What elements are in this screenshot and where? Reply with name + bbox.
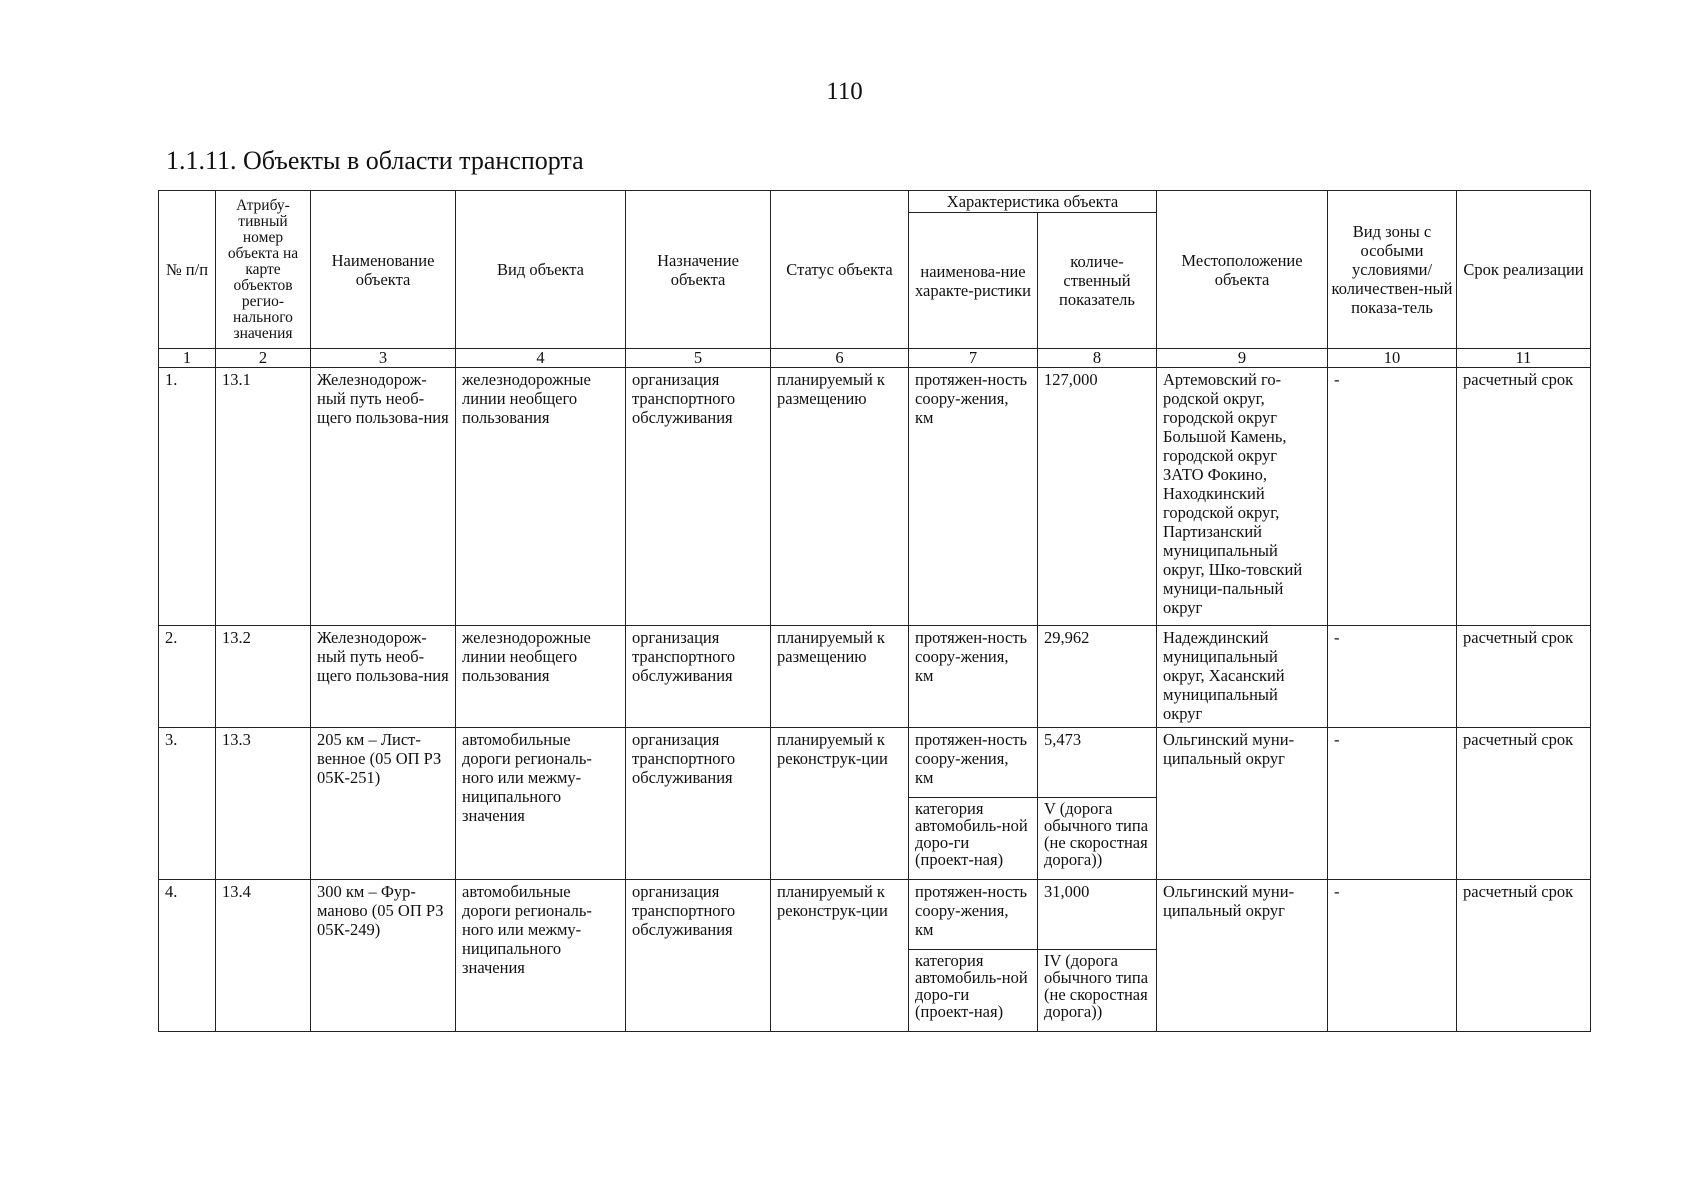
header-characteristic-group: Характеристика объекта	[909, 191, 1157, 213]
row-num: 2.	[159, 626, 216, 728]
row-status: планируемый к размещению	[771, 626, 909, 728]
row-name: Железнодорож-ный путь необ-щего пользова-ния	[311, 626, 456, 728]
row-name: 205 км – Лист-венное (05 ОП РЗ 05К-251)	[311, 728, 456, 880]
row-deadline: расчетный срок	[1457, 368, 1591, 626]
row-char-value-cell	[1038, 728, 1157, 880]
row-char1-name: протяжен-ность соору-жения, км	[909, 728, 1037, 798]
column-number: 6	[771, 349, 909, 368]
column-number: 8	[1038, 349, 1157, 368]
column-number: 2	[216, 349, 311, 368]
row-char2-value: V (дорога обычного типа (не скоростная дорога))	[1044, 799, 1149, 869]
row-num: 4.	[159, 880, 216, 1032]
row-char-name-cell	[909, 728, 1038, 880]
column-number: 5	[626, 349, 771, 368]
row-purpose: организация транспортного обслуживания	[626, 368, 771, 626]
row-char-name: протяжен-ность соору-жения, км	[909, 626, 1038, 728]
header-type: Вид объекта	[456, 191, 626, 349]
row-location: Надеждинский муниципальный округ, Хасанский муниципальный округ	[1157, 626, 1328, 728]
header-deadline: Срок реализации	[1457, 191, 1591, 349]
row-char2-name: категория автомобиль-ной доро-ги (проект-ная)	[915, 799, 1028, 869]
header-char-name: наименова-ние характе-ристики	[909, 213, 1038, 349]
row-name: Железнодорож-ный путь необ-щего пользова-ния	[311, 368, 456, 626]
row-type: железнодорожные линии необщего пользования	[456, 368, 626, 626]
header-char-value: количе-ственный показатель	[1038, 213, 1157, 349]
header-status: Статус объекта	[771, 191, 909, 349]
header-purpose: Назначение объекта	[626, 191, 771, 349]
row-char-name-cell	[909, 880, 1038, 1032]
row-char-name: протяжен-ность соору-жения, км	[909, 368, 1038, 626]
column-number: 7	[909, 349, 1038, 368]
row-purpose: организация транспортного обслуживания	[626, 728, 771, 880]
row-num: 3.	[159, 728, 216, 880]
row-char1-name: протяжен-ность соору-жения, км	[909, 880, 1037, 950]
table-row	[159, 368, 1591, 626]
header-row-top	[159, 191, 1591, 213]
row-status: планируемый к реконструк-ции	[771, 880, 909, 1032]
column-number: 11	[1457, 349, 1591, 368]
row-char-value: 29,962	[1038, 626, 1157, 728]
header-num: № п/п	[159, 191, 216, 349]
row-char2-name: категория автомобиль-ной доро-ги (проект-ная)	[915, 951, 1028, 1021]
row-status: планируемый к размещению	[771, 368, 909, 626]
row-zone: -	[1328, 626, 1457, 728]
row-purpose: организация транспортного обслуживания	[626, 880, 771, 1032]
row-char-value: 127,000	[1038, 368, 1157, 626]
column-number: 1	[159, 349, 216, 368]
row-type: железнодорожные линии необщего пользования	[456, 626, 626, 728]
column-number-row	[159, 349, 1591, 368]
row-attr: 13.2	[216, 626, 311, 728]
column-number: 10	[1328, 349, 1457, 368]
row-char-value-cell	[1038, 880, 1157, 1032]
row-zone: -	[1328, 728, 1457, 880]
row-char2-value: IV (дорога обычного типа (не скоростная дорога))	[1044, 951, 1149, 1021]
row-type: автомобильные дороги региональ-ного или межму-ниципального значения	[456, 880, 626, 1032]
column-number: 3	[311, 349, 456, 368]
table-row	[159, 626, 1591, 728]
table-row	[159, 880, 1591, 1032]
row-status: планируемый к реконструк-ции	[771, 728, 909, 880]
row-attr: 13.4	[216, 880, 311, 1032]
page-number: 110	[826, 78, 863, 105]
row-location: Артемовский го-родской округ, городской округ Большой Камень, городской округ ЗАТО Фокино, Находкинский городской округ, Партизанский муниципальный округ, Шко-товский муници-пальный округ	[1157, 368, 1328, 626]
row-name: 300 км – Фур-маново (05 ОП РЗ 05К-249)	[311, 880, 456, 1032]
row-num: 1.	[159, 368, 216, 626]
row-zone: -	[1328, 880, 1457, 1032]
header-location: Местоположение объекта	[1157, 191, 1328, 349]
row-type: автомобильные дороги региональ-ного или межму-ниципального значения	[456, 728, 626, 880]
row-attr: 13.3	[216, 728, 311, 880]
header-name: Наименование объекта	[311, 191, 456, 349]
column-number: 9	[1157, 349, 1328, 368]
row-purpose: организация транспортного обслуживания	[626, 626, 771, 728]
row-deadline: расчетный срок	[1457, 728, 1591, 880]
row-location: Ольгинский муни-ципальный округ	[1157, 880, 1328, 1032]
section-title: 1.1.11. Объекты в области транспорта	[166, 146, 584, 175]
row-location: Ольгинский муни-ципальный округ	[1157, 728, 1328, 880]
row-deadline: расчетный срок	[1457, 626, 1591, 728]
header-zone: Вид зоны с особыми условиями/ количествен-ный показа-тель	[1328, 191, 1457, 349]
row-zone: -	[1328, 368, 1457, 626]
table-row	[159, 728, 1591, 880]
row-char1-value: 5,473	[1038, 728, 1156, 798]
row-attr: 13.1	[216, 368, 311, 626]
header-attr-number: Атрибу-тивный номер объекта на карте объектов регио-нального значения	[216, 191, 311, 349]
row-deadline: расчетный срок	[1457, 880, 1591, 1032]
transport-objects-table	[158, 190, 1591, 1032]
row-char1-value: 31,000	[1038, 880, 1156, 950]
column-number: 4	[456, 349, 626, 368]
